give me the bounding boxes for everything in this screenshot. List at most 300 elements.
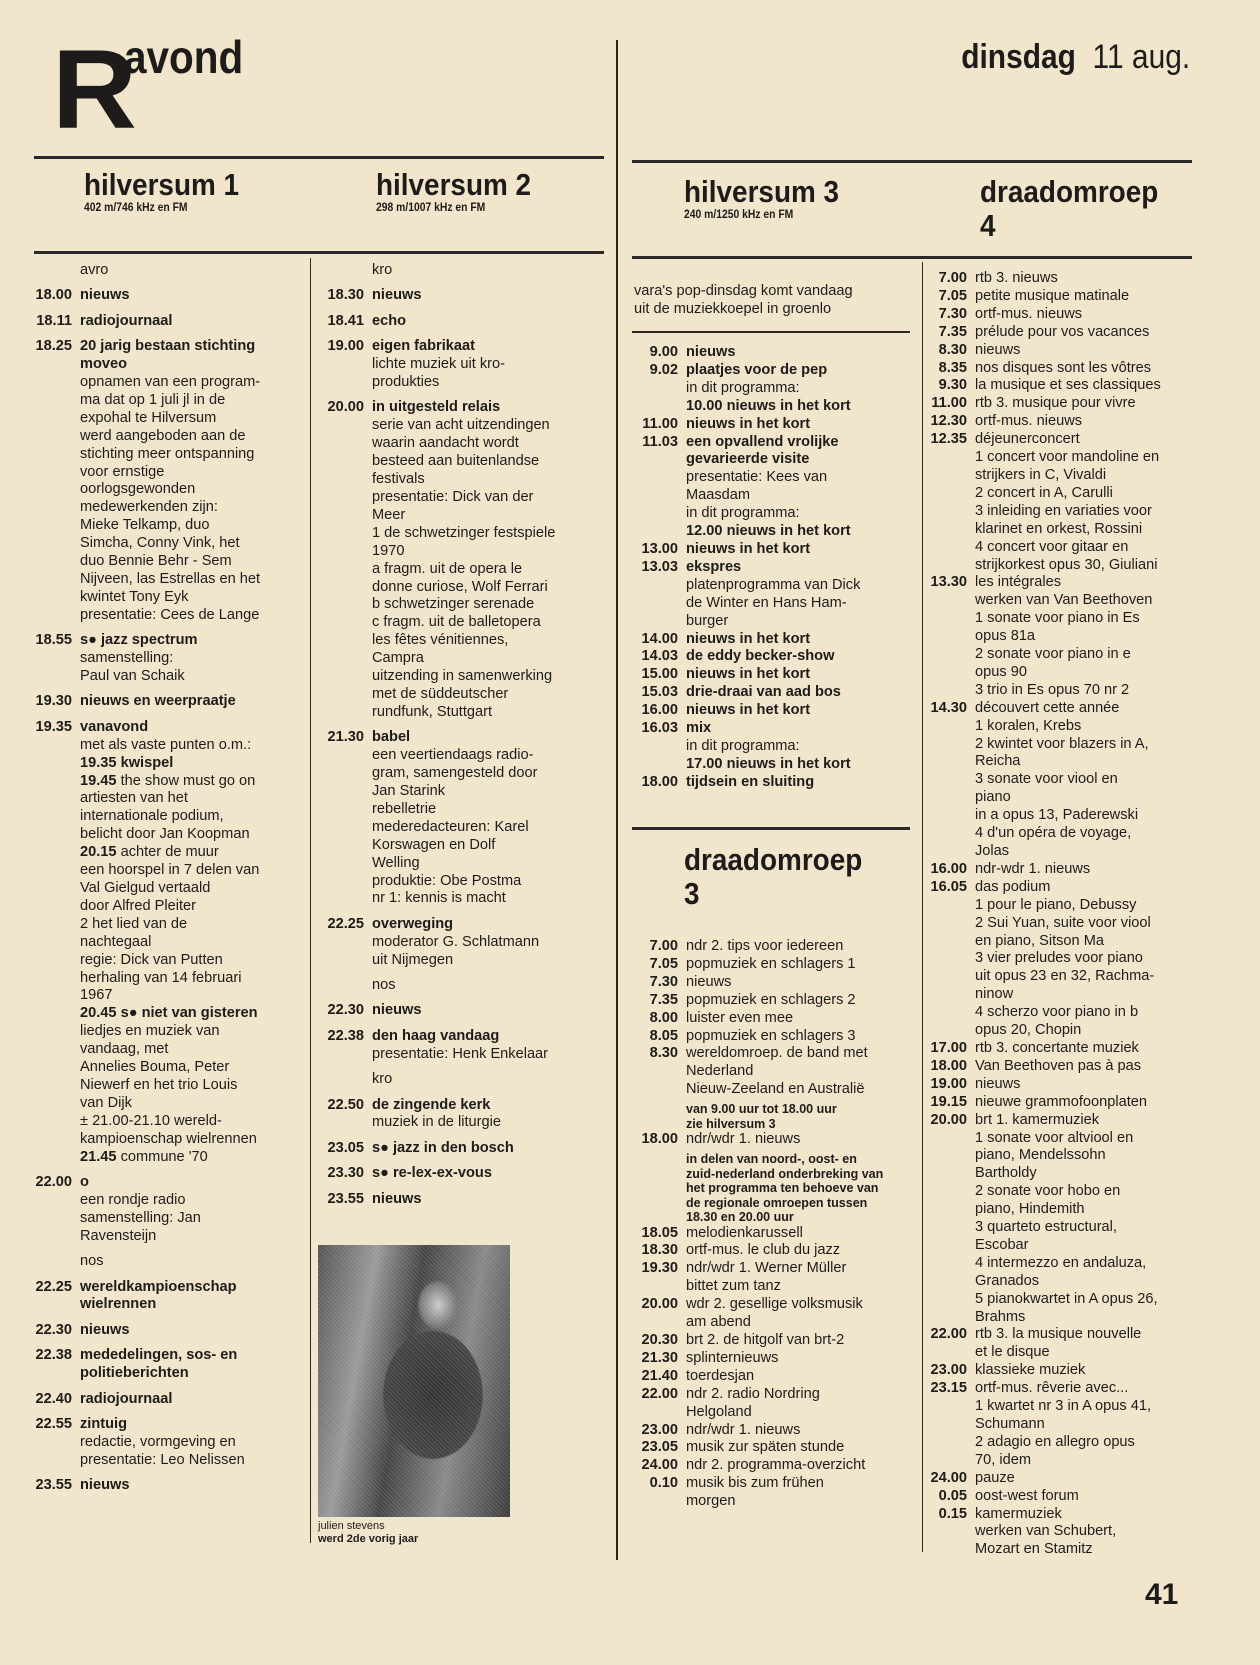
program-text: redactie, vormgeving en: [80, 1433, 236, 1450]
program-detail: [22, 499, 260, 517]
program-time: [22, 880, 72, 898]
program-time: [22, 1005, 72, 1023]
program-detail: [632, 523, 860, 541]
program-time: [22, 1131, 72, 1149]
program-detail: [632, 756, 860, 774]
program-time: [921, 1344, 967, 1362]
program-entry: [921, 1362, 1161, 1380]
program-entry: [22, 1279, 260, 1297]
program-detail: [22, 374, 260, 392]
program-text: 5 pianokwartet in A opus 26,: [975, 1290, 1158, 1307]
program-time: [22, 374, 72, 392]
program-text: Annelies Bouma, Peter: [80, 1059, 230, 1076]
program-time: [314, 704, 364, 722]
program-text: Granados: [975, 1272, 1040, 1289]
program-time: [314, 686, 364, 704]
program-text: met als vaste punten o.m.:: [80, 736, 252, 753]
program-text: ortf-mus. le club du jazz: [686, 1242, 841, 1259]
program-text: toerdesjan: [686, 1367, 755, 1384]
program-text: ndr/wdr 1. nieuws: [686, 1131, 801, 1148]
program-time: 9.02: [649, 361, 678, 378]
program-time: [22, 1113, 72, 1131]
intro-line: vara's pop-dinsdag komt vandaag: [634, 283, 853, 299]
program-detail: [22, 356, 260, 374]
program-time: [314, 1114, 364, 1132]
caption-line: werd 2de vorig jaar: [318, 1533, 419, 1545]
program-time: [314, 934, 364, 952]
program-text: ortf-mus. nieuws: [975, 413, 1083, 430]
program-detail: [314, 765, 555, 783]
program-text: kro: [372, 1071, 393, 1088]
program-time: 8.30: [649, 1045, 678, 1062]
program-time: 7.00: [649, 938, 678, 954]
program-detail: [921, 1434, 1161, 1452]
program-detail: [22, 1095, 260, 1113]
program-text: mederedacteuren: Karel: [372, 818, 529, 835]
program-time: [22, 499, 72, 517]
program-time: [632, 595, 678, 613]
program-detail: [22, 1077, 260, 1095]
program-time: [314, 356, 364, 374]
program-entry: [632, 1350, 883, 1368]
program-entry: [632, 416, 860, 434]
program-entry: [632, 559, 860, 577]
program-text: 1 sonate voor piano in Es: [975, 610, 1140, 627]
program-text: ndr-wdr 1. nieuws: [975, 860, 1091, 877]
program-title: s● jazz in den bosch: [372, 1139, 514, 1156]
program-time: 23.15: [930, 1380, 967, 1397]
program-time: [921, 1434, 967, 1452]
program-text: 1 koralen, Krebs: [975, 717, 1082, 734]
program-detail: [314, 704, 555, 722]
program-title: politieberichten: [80, 1365, 189, 1382]
program-time: [921, 592, 967, 610]
program-text: strijkorkest opus 30, Giuliani: [975, 556, 1158, 573]
program-detail: [921, 1237, 1161, 1255]
program-time: [22, 1041, 72, 1059]
program-text: de Winter en Hans Ham-: [686, 594, 847, 611]
program-text: 2 het lied van de: [80, 915, 188, 932]
program-detail: [22, 464, 260, 482]
station-header-draadomroep-3: [684, 843, 882, 911]
program-time: [921, 1255, 967, 1273]
program-entry: [632, 992, 883, 1010]
program-text: prélude pour vos vacances: [975, 323, 1150, 340]
program-time: 24.00: [641, 1457, 678, 1474]
program-entry: [921, 1488, 1161, 1506]
program-time: 22.30: [35, 1321, 72, 1338]
program-detail: [632, 1081, 883, 1099]
program-time: 8.05: [649, 1027, 678, 1044]
program-entry: [921, 1506, 1161, 1524]
program-detail: [314, 489, 555, 507]
program-time: [921, 1309, 967, 1327]
program-entry: [921, 879, 1161, 897]
program-time: 16.00: [930, 860, 967, 877]
program-entry: [921, 360, 1161, 378]
program-text: een veertiendaags radio-: [372, 747, 534, 764]
program-detail: [921, 736, 1161, 754]
cyclist-photo: [318, 1245, 510, 1517]
program-detail: [921, 950, 1161, 968]
program-text: produkties: [372, 374, 440, 391]
program-detail: [22, 1434, 260, 1452]
program-text: nieuws: [686, 973, 732, 990]
program-entry: [632, 1028, 883, 1046]
program-time: [632, 1081, 678, 1099]
program-entry: [632, 1296, 883, 1314]
program-detail: [632, 577, 860, 595]
program-time: 18.00: [930, 1057, 967, 1074]
program-detail: [921, 485, 1161, 503]
program-text: ndr 2. programma-overzicht: [686, 1457, 866, 1474]
program-text: kamermuziek: [975, 1505, 1062, 1522]
program-entry: [921, 306, 1161, 324]
program-detail: [314, 543, 555, 561]
program-time: 18.25: [35, 338, 72, 355]
program-time: 21.30: [327, 729, 364, 746]
program-time: [22, 1452, 72, 1470]
program-text: wdr 2. gesellige volksmusik: [686, 1296, 863, 1313]
program-time: 8.00: [649, 1009, 678, 1026]
station-header-hilversum-2: [376, 168, 548, 214]
program-detail: [314, 453, 555, 471]
divider: [34, 251, 604, 254]
program-sub-entry: [80, 1149, 208, 1167]
program-text: nieuws: [975, 1075, 1021, 1092]
program-detail: [632, 380, 860, 398]
program-entry: [22, 1391, 260, 1409]
program-time: [921, 1523, 967, 1541]
program-time: [22, 1149, 72, 1167]
program-time: [314, 579, 364, 597]
program-text: 1 pour le piano, Debussy: [975, 896, 1137, 913]
program-title: babel: [372, 729, 411, 746]
program-time: [22, 826, 72, 844]
program-detail: [314, 890, 555, 908]
program-detail: [314, 417, 555, 435]
program-text: Escobar: [975, 1236, 1029, 1253]
section-initial-logo: R: [52, 27, 137, 152]
program-time: 19.15: [930, 1093, 967, 1110]
program-title: nieuws: [686, 344, 736, 360]
program-time: 22.30: [327, 1002, 364, 1019]
program-time: [921, 646, 967, 664]
program-detail: [314, 1046, 555, 1064]
program-time: [921, 1130, 967, 1148]
program-detail: [22, 571, 260, 589]
program-text: festivals: [372, 471, 425, 488]
program-title: overweging: [372, 915, 454, 932]
program-time: [921, 467, 967, 485]
program-text: Nieuw-Zeeland en Australië: [686, 1081, 865, 1098]
program-time: [22, 668, 72, 686]
program-detail: [22, 1131, 260, 1149]
program-text: 4 intermezzo en andaluza,: [975, 1254, 1147, 1271]
program-time: 22.38: [327, 1027, 364, 1044]
program-text: uit Nijmegen: [372, 951, 454, 968]
program-text: artiesten van het: [80, 790, 188, 807]
program-time: 21.30: [641, 1349, 678, 1366]
program-time: [22, 446, 72, 464]
program-text: liedjes en muziek van: [80, 1023, 220, 1040]
program-text: met de süddeutscher: [372, 685, 509, 702]
program-text: découvert cette année: [975, 699, 1120, 716]
program-detail: [314, 579, 555, 597]
program-time: [314, 471, 364, 489]
program-time: [314, 747, 364, 765]
program-detail: [22, 916, 260, 934]
program-detail: [921, 1165, 1161, 1183]
program-time: 22.50: [327, 1096, 364, 1113]
program-text: ndr 2. radio Nordring: [686, 1385, 820, 1402]
program-entry: [632, 631, 860, 649]
program-entry: [22, 1174, 260, 1192]
program-time: [314, 374, 364, 392]
program-time: 18.00: [641, 1131, 678, 1148]
program-text: Jan Starink: [372, 782, 446, 799]
program-text: Val Gielgud vertaald: [80, 880, 211, 896]
program-time: [921, 897, 967, 915]
program-detail: [22, 589, 260, 607]
program-entry: [632, 362, 860, 380]
program-detail: [921, 557, 1161, 575]
program-time: [314, 596, 364, 614]
program-entry: [921, 1058, 1161, 1076]
program-detail: [632, 1196, 883, 1211]
program-detail: [921, 1398, 1161, 1416]
program-text: door Alfred Pleiter: [80, 897, 197, 914]
program-time: [22, 410, 72, 428]
program-time: [632, 1404, 678, 1422]
program-text: voor ernstige: [80, 463, 165, 480]
program-title: nieuws: [80, 1477, 130, 1494]
program-entry: [632, 1475, 883, 1493]
program-time: [921, 1291, 967, 1309]
program-detail: [921, 1416, 1161, 1434]
program-time: [22, 1296, 72, 1314]
program-detail: [314, 614, 555, 632]
program-time: 22.00: [641, 1385, 678, 1402]
program-text: 18.30 en 20.00 uur: [686, 1210, 794, 1225]
program-text: oorlogsgewonden: [80, 481, 196, 498]
program-time: [22, 650, 72, 668]
program-title: nieuws: [80, 1321, 130, 1338]
program-time: 11.00: [931, 395, 967, 412]
program-title: in uitgesteld relais: [372, 399, 501, 416]
program-entry: [22, 693, 260, 711]
program-time: [921, 718, 967, 736]
program-text: rundfunk, Stuttgart: [372, 703, 493, 720]
program-time: 18.11: [36, 312, 72, 329]
program-time: 18.00: [35, 287, 72, 304]
program-title: 17.00 nieuws in het kort: [686, 755, 851, 772]
program-text: rtb 3. la musique nouvelle: [975, 1326, 1142, 1343]
program-detail: [921, 1004, 1161, 1022]
program-time: 22.38: [35, 1347, 72, 1364]
program-time: [314, 417, 364, 435]
program-time: 17.00: [930, 1039, 967, 1056]
program-text: musik bis zum frühen: [686, 1475, 824, 1492]
program-time: [22, 428, 72, 446]
program-entry: [921, 413, 1161, 431]
program-detail: [22, 1228, 260, 1246]
program-time: 14.30: [930, 699, 967, 716]
program-text: medewerkenden zijn:: [80, 499, 218, 516]
program-title: plaatjes voor de pep: [686, 361, 828, 378]
program-text: samenstelling: Jan: [80, 1209, 201, 1226]
program-time: 18.05: [641, 1224, 678, 1241]
program-text: Meer: [372, 506, 406, 523]
program-text: Korswagen en Dolf: [372, 836, 496, 853]
program-entry: [632, 648, 860, 666]
program-text: Simcha, Conny Vink, het: [80, 535, 240, 552]
program-text: Reicha: [975, 753, 1021, 770]
program-text: ndr/wdr 1. nieuws: [686, 1421, 801, 1438]
program-time: [22, 1095, 72, 1113]
program-time: [921, 449, 967, 467]
program-time: 7.30: [938, 305, 967, 322]
broadcaster-label: [22, 1253, 260, 1271]
program-detail: [22, 755, 260, 773]
program-time: [632, 1210, 678, 1225]
program-time: [921, 843, 967, 861]
program-detail: [921, 1291, 1161, 1309]
station-header-hilversum-3: [684, 175, 856, 221]
program-entry: [632, 434, 860, 452]
weekday: dinsdag: [961, 38, 1076, 76]
program-detail: [314, 356, 555, 374]
hilversum-1-schedule: [22, 262, 260, 1495]
program-detail: [22, 1452, 260, 1470]
program-text: Campra: [372, 650, 424, 667]
program-text: nieuwe grammofoonplaten: [975, 1093, 1147, 1110]
program-detail: [921, 986, 1161, 1004]
program-time: [921, 557, 967, 575]
program-time: 22.40: [35, 1390, 72, 1407]
program-entry: [632, 1422, 883, 1440]
program-detail: [22, 607, 260, 625]
section-title: avond: [124, 31, 244, 83]
program-text: piano: [975, 789, 1011, 806]
program-text: uitzending in samenwerking: [372, 668, 553, 685]
program-time: 7.05: [649, 955, 678, 972]
program-time: 22.25: [327, 915, 364, 932]
program-entry: [314, 916, 555, 934]
program-title: ekspres: [686, 558, 742, 575]
program-time: [314, 890, 364, 908]
program-text: 2 Sui Yuan, suite voor viool: [975, 914, 1151, 931]
program-entry: [314, 1165, 555, 1183]
program-time: [314, 837, 364, 855]
program-detail: [921, 1147, 1161, 1165]
program-detail: [22, 1365, 260, 1383]
program-title: vanavond: [80, 718, 149, 735]
program-text: opus 90: [975, 663, 1027, 680]
program-text: Mozart en Stamitz: [975, 1541, 1093, 1558]
program-title: nieuws in het kort: [686, 415, 811, 432]
program-text: klarinet en orkest, Rossini: [975, 520, 1143, 537]
program-title: 20 jarig bestaan stichting: [80, 338, 256, 355]
program-text: 1 de schwetzinger festspiele: [372, 524, 556, 541]
program-time: [314, 561, 364, 579]
program-entry: [632, 1260, 883, 1278]
program-time: [314, 819, 364, 837]
program-time: [632, 613, 678, 631]
program-text: luister even mee: [686, 1009, 794, 1026]
broadcaster-label: [314, 1071, 555, 1089]
program-entry: [632, 720, 860, 738]
program-entry: [632, 1010, 883, 1028]
program-time: [22, 571, 72, 589]
program-time: [632, 380, 678, 398]
station-frequency: 402 m/746 kHz en FM: [84, 202, 188, 214]
program-time: 23.30: [327, 1165, 364, 1182]
program-detail: [314, 952, 555, 970]
program-time: [632, 1493, 678, 1511]
program-detail: [22, 481, 260, 499]
program-sub-entry: [80, 755, 173, 773]
program-text: les intégrales: [975, 574, 1061, 591]
program-entry: [632, 1439, 883, 1457]
program-detail: [921, 1201, 1161, 1219]
sub-time: 20.45: [80, 1005, 117, 1022]
program-time: 14.00: [641, 630, 678, 647]
program-detail: [22, 392, 260, 410]
program-time: 18.41: [327, 312, 364, 329]
program-detail: [921, 610, 1161, 628]
program-text: in dit programma:: [686, 379, 800, 396]
program-title: s● re-lex-ex-vous: [372, 1165, 492, 1182]
program-text: nos disques sont les vôtres: [975, 359, 1152, 376]
program-time: [921, 485, 967, 503]
program-detail: [22, 1059, 260, 1077]
program-text: et le disque: [975, 1344, 1050, 1361]
program-entry: [314, 287, 555, 305]
program-text: donne curiose, Wolf Ferrari: [372, 578, 548, 595]
program-title: nieuws: [372, 1002, 422, 1019]
program-text: ortf-mus. rêverie avec...: [975, 1380, 1129, 1397]
program-time: 19.00: [327, 338, 364, 355]
program-text: 2 sonate voor piano in e: [975, 646, 1131, 663]
program-text: kwintet Tony Eyk: [80, 588, 189, 605]
program-time: [22, 952, 72, 970]
program-time: [632, 1278, 678, 1296]
program-detail: [632, 738, 860, 756]
sub-time: 19.35: [80, 754, 117, 771]
program-text: Schumann: [975, 1416, 1045, 1432]
program-time: [314, 650, 364, 668]
program-time: 20.30: [641, 1332, 678, 1348]
program-text: strijkers in C, Vivaldi: [975, 466, 1107, 483]
program-entry: [314, 1002, 555, 1020]
program-detail: [22, 1210, 260, 1228]
program-text: klassieke muziek: [975, 1362, 1086, 1379]
program-text: morgen: [686, 1493, 736, 1510]
program-text: werd aangeboden aan de: [80, 427, 246, 444]
program-detail: [22, 535, 260, 553]
program-title: achter de muur: [120, 844, 219, 861]
program-text: b schwetzinger serenade: [372, 596, 535, 613]
program-text: belicht door Jan Koopman: [80, 826, 250, 843]
program-sub-entry: [80, 844, 219, 862]
program-detail: [22, 880, 260, 898]
program-time: [314, 855, 364, 873]
program-text: 1 kwartet nr 3 in A opus 41,: [975, 1398, 1152, 1415]
program-detail: [921, 1541, 1161, 1559]
program-text: nieuws: [975, 341, 1021, 358]
program-text: moderator G. Schlatmann: [372, 933, 540, 950]
